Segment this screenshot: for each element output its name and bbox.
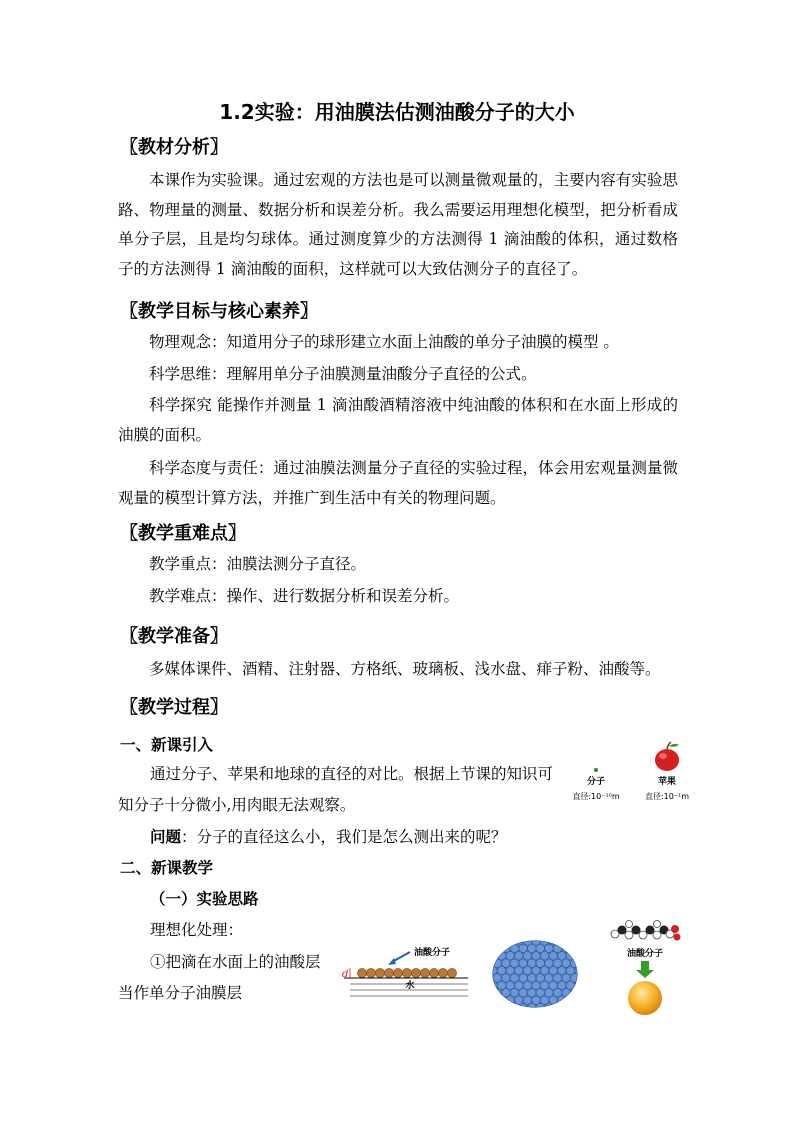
packed-molecule-dot	[510, 989, 518, 997]
goal-item-inquiry: 科学探究 能操作并测量 1 滴油酸酒精溶液中纯油酸的体积和在水面上形成的油膜的面积。	[118, 396, 678, 444]
part1-body-line2: 知分子十分微小,用肉眼无法观察。	[118, 796, 356, 814]
packed-molecule-dot	[506, 952, 514, 960]
packed-molecule-dot	[553, 989, 561, 997]
size-compare-figure	[565, 740, 695, 806]
packed-molecule-dot	[502, 974, 510, 982]
packed-molecule-dot	[493, 974, 501, 982]
textbook-analysis-body: 本课作为实验课。通过宏观的方法也是可以测量微观量的，主要内容有实验思路、物理量的测量、数据分析和误差分析。我么需要运用理想化模型，把分析看成单分子层，且是均匀球体。通过测度算少的方法测得 1 滴油酸的体积，通过数格子的方法测得 1 滴油酸的面积，这样就可以大致估测分子的直径了。	[118, 171, 678, 278]
packed-molecule-dot	[579, 989, 580, 997]
step1-line1: ①把滴在水面上的油酸层	[150, 953, 321, 971]
question-label: 问题	[150, 828, 182, 846]
packed-molecule-dot	[490, 938, 497, 945]
packed-molecule-dot	[515, 952, 523, 960]
arrow-down-icon	[641, 961, 649, 970]
packed-molecule-dot	[579, 959, 580, 967]
packed-molecule-dot	[506, 938, 514, 945]
packed-molecule-dot	[523, 981, 531, 989]
packed-molecule-dot	[519, 959, 527, 967]
packed-molecule-dot	[493, 959, 501, 967]
packed-molecule-dot	[566, 938, 574, 945]
packed-molecule-dot	[558, 996, 566, 1004]
d-label: d	[342, 969, 349, 980]
packed-molecule-dot	[571, 989, 579, 997]
arrow-down-head-icon	[636, 970, 654, 978]
packed-molecule-dot	[536, 944, 544, 952]
water-label: 水	[405, 981, 415, 991]
packed-molecule-dot	[515, 966, 523, 974]
packed-molecule-dot	[558, 981, 566, 989]
packed-molecule-dot	[558, 952, 566, 960]
packed-molecule-dot	[493, 1003, 501, 1010]
packed-molecule-dot	[528, 959, 536, 967]
packed-molecule-dot	[490, 981, 497, 989]
preparation-body: 多媒体课件、酒精、注射器、方格纸、玻璃板、浅水盘、痱子粉、油酸等。	[149, 660, 661, 678]
film-arrow-head-icon	[388, 958, 396, 965]
packed-molecule-dot	[502, 959, 510, 967]
packed-molecule-dot	[545, 944, 553, 952]
packed-molecule-dot	[540, 952, 548, 960]
packed-molecule-dot	[519, 989, 527, 997]
packed-molecule-dot	[562, 959, 570, 967]
packed-molecule-dot	[510, 974, 518, 982]
part1-body-line1: 通过分子、苹果和地球的直径的对比。根据上节课的知识可	[150, 765, 554, 783]
packed-molecule-dot	[532, 966, 540, 974]
packed-molecule-dot	[575, 938, 580, 945]
heading-key-points: 〖教学重难点〗	[120, 523, 246, 544]
packed-molecule-dot	[579, 944, 580, 952]
packed-molecule-dot	[545, 974, 553, 982]
step1-line2: 当作单分子油膜层	[118, 984, 243, 1002]
packed-molecule-dot	[528, 974, 536, 982]
packed-molecule-dot	[532, 996, 540, 1004]
heading-goals: 〖教学目标与核心素养〗	[120, 301, 318, 322]
heading-preparation: 〖教学准备〗	[120, 626, 228, 647]
sphere-model-icon	[628, 981, 662, 1015]
packed-molecule-dot	[553, 959, 561, 967]
packed-molecule-dot	[545, 989, 553, 997]
molecule-diameter: 直径:10⁻¹⁰m	[572, 792, 620, 801]
packed-molecule-dot	[575, 996, 580, 1004]
packed-molecule-dot	[497, 981, 505, 989]
packed-molecule-dot	[519, 974, 527, 982]
packed-molecule-dot	[502, 944, 510, 952]
molecule-model-figure	[605, 918, 685, 1018]
packed-molecule-dot	[549, 966, 557, 974]
packed-molecule-dot	[579, 1003, 580, 1010]
packed-molecule-dot	[571, 974, 579, 982]
sub1-title: （一）实验思路	[150, 890, 259, 908]
packed-molecule-dot	[490, 952, 497, 960]
packed-molecule-dot	[558, 938, 566, 945]
packed-molecule-dot	[523, 966, 531, 974]
packed-molecule-dot	[575, 952, 580, 960]
packed-molecule-dot	[497, 952, 505, 960]
key-point-focus: 教学重点：油膜法测分子直径。	[149, 555, 367, 573]
heading-process: 〖教学过程〗	[120, 697, 228, 718]
heading-textbook-analysis: 〖教材分析〗	[120, 137, 228, 158]
packed-molecule-dot	[536, 974, 544, 982]
packed-molecule-dot	[536, 989, 544, 997]
packed-molecule-dot	[523, 952, 531, 960]
packed-molecule-dot	[553, 1003, 561, 1010]
oil-molecule-row	[357, 968, 456, 977]
question-line	[150, 825, 507, 847]
key-point-difficulty: 教学难点：操作、进行数据分析和误差分析。	[149, 587, 460, 605]
packed-molecule-dot	[515, 981, 523, 989]
packed-molecule-dot	[540, 981, 548, 989]
packed-molecule-dot	[532, 981, 540, 989]
packed-molecule-dot	[571, 1003, 579, 1010]
packed-molecule-dot	[506, 981, 514, 989]
packed-molecule-dot	[579, 974, 580, 982]
model-label: 油酸分子	[626, 949, 664, 959]
packed-molecule-dot	[545, 959, 553, 967]
packed-molecule-dot	[549, 981, 557, 989]
goal-item-thinking: 科学思维：理解用单分子油膜测量油酸分子直径的公式。	[149, 365, 537, 383]
packed-molecule-dot	[558, 966, 566, 974]
page-title: 1.2实验：用油膜法估测油酸分子的大小	[219, 100, 575, 124]
molecule-label: 分子	[586, 777, 606, 787]
question-text: ：分子的直径这么小，我们是怎么测出来的呢？	[181, 828, 507, 846]
part2-title: 二、新课教学	[120, 859, 214, 877]
packed-molecule-dot	[566, 996, 574, 1004]
packed-molecule-dot	[532, 952, 540, 960]
packed-molecule-dot	[571, 944, 579, 952]
apple-label: 苹果	[657, 777, 677, 787]
part1-title: 一、新课引入	[120, 736, 214, 754]
packed-molecule-dot	[549, 952, 557, 960]
packed-molecule-dot	[510, 959, 518, 967]
packed-molecule-dot	[562, 989, 570, 997]
molecule-dot-icon	[594, 768, 598, 772]
packed-molecule-dot	[515, 996, 523, 1004]
molecule-chain-icon	[611, 921, 681, 941]
packed-molecule-dots	[490, 938, 580, 1010]
goal-item-concept: 物理观念：知道用分子的球形建立水面上油酸的单分子油膜的模型 。	[149, 333, 619, 351]
goal-item-attitude: 科学态度与责任：通过油膜法测量分子直径的实验过程，体会用宏观量测量微观量的模型计算方法，并推广到生活中有关的物理问题。	[118, 459, 678, 507]
packed-molecule-dot	[540, 996, 548, 1004]
packed-molecules-figure	[490, 938, 580, 1010]
packed-molecule-dot	[523, 996, 531, 1004]
packed-molecule-dot	[562, 974, 570, 982]
packed-molecule-dot	[536, 959, 544, 967]
packed-molecule-dot	[497, 966, 505, 974]
packed-molecule-dot	[519, 944, 527, 952]
packed-molecule-dot	[506, 996, 514, 1004]
apple-icon	[655, 742, 679, 771]
packed-molecule-dot	[493, 944, 501, 952]
packed-molecule-dot	[528, 944, 536, 952]
apple-diameter: 直径:10⁻¹m	[644, 792, 690, 801]
packed-molecule-dot	[510, 944, 518, 952]
film-arrow-label: 油酸分子	[414, 948, 451, 958]
ideal-label: 理想化处理：	[150, 921, 244, 939]
packed-molecule-dot	[566, 966, 574, 974]
packed-molecule-dot	[540, 966, 548, 974]
packed-molecule-dot	[502, 1003, 510, 1010]
packed-molecule-dot	[528, 989, 536, 997]
packed-molecule-dot	[497, 938, 505, 945]
packed-molecule-dot	[553, 974, 561, 982]
oil-film-figure	[340, 940, 470, 1000]
packed-molecule-dot	[506, 966, 514, 974]
packed-molecule-dot	[490, 996, 497, 1004]
packed-molecule-dot	[562, 1003, 570, 1010]
